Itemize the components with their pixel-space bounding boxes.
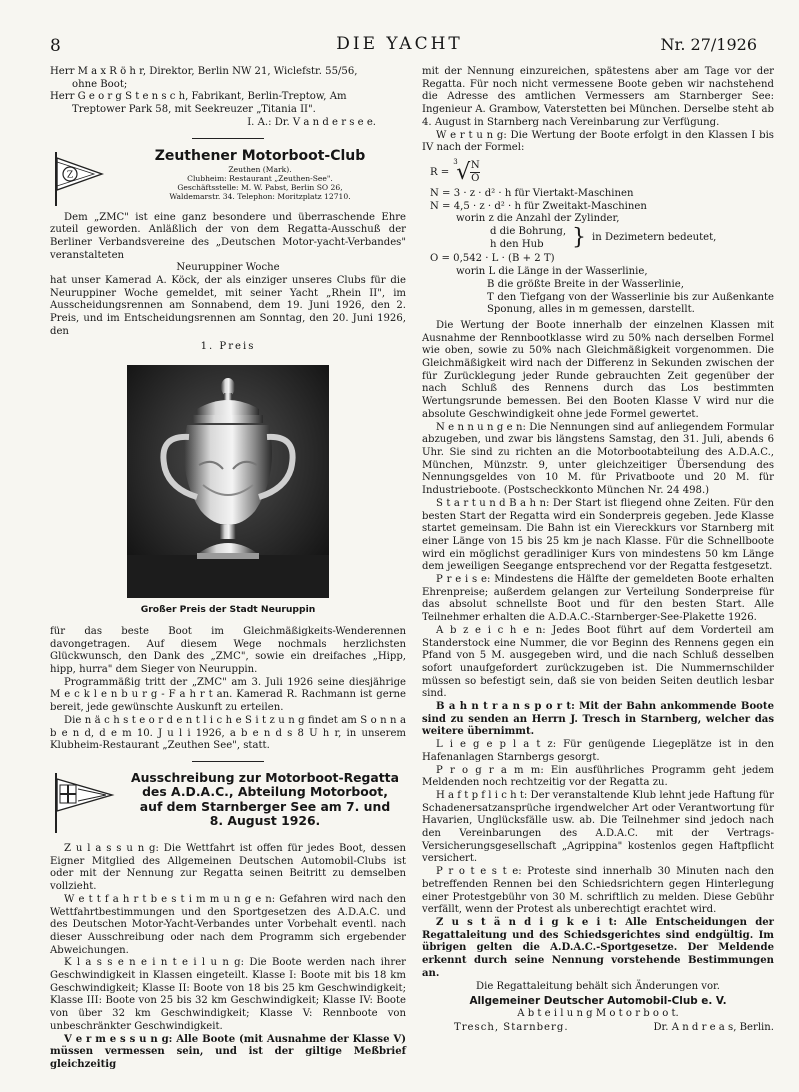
changes-reserved: Die Regattaleitung behält sich Änderungen vor. — [476, 980, 720, 992]
prizes: P r e i s e: Mindestens die Hälfte der gemeldeten Boote erhalten Ehrenpreise; außerdem gelangen zur Verteilung Sonderpreise für das absolut schnellste Boot und für den besten Start. Alle Teilnehmer erhalten die A.D.A.C.-Starnberger-See-Plakette 1926. — [422, 574, 774, 624]
scoring-details: Die Wertung der Boote innerhalb der einzelnen Klassen mit Ausnahme der Rennbootklasse wird zu 50% nach derselben Formel wie oben, sowie zu 50% nach Gleichmäßigkeit vorgenommen. Die Gleichmäßigkeit wird nach der Differenz in Sekunden zwischen der für Zurücklegung jeder Runde gebrauchten Zeit gegenüber der nach Schluß des Rennens durch das Los bestimmten Wertungsrunde bemessen. Bei den Booten Klasse V wird nur die absolute Geschwindigkeit ohne jede Formel gewertet. — [422, 319, 774, 420]
rail-transport: B a h n t r a n s p o r t: Mit der Bahn ankommende Boote sind zu senden an Herrn J. Tresch in Starnberg, welcher das weitere übernimmt. — [422, 701, 774, 738]
intro-line-2: ohne Boot; — [72, 78, 128, 90]
right-column — [422, 66, 774, 1034]
formula-o: O = 0,542 · L · (B + 2 T) — [430, 253, 555, 265]
formula-l1: worin L die Länge in der Wasserlinie, — [456, 266, 648, 278]
mooring: L i e g e p l a t z: Für genügende Liegeplätze ist in den Hafenanlagen Starnbergs gesorgt. — [422, 739, 774, 763]
measurement-continued: mit der Nennung einzureichen, spätestens aber am Tage vor der Regatta. Für noch nicht vermessene Boote geben wir nachstehend die Adresse des amtlichen Vermessers am Starnberger See: Ingenieur A. Grambow, Vaterstetten bei München. Derselbe steht ab 4. August in Starnberg nach Vereinbarung zur Verfügung. — [422, 66, 774, 128]
club-paragraph-1: Dem „ZMC" ist eine ganz besondere und überraschende Ehre zuteil geworden. Anläßlich der von dem Regatta-Ausschuß der Berliner Verbandsvereine des „Deutschen Motor-yacht-Verbandes" veranstalteten — [50, 211, 406, 261]
adac-club-name: Allgemeiner Deutscher Automobil-Club e. V. — [469, 995, 727, 1008]
club-header — [50, 148, 406, 208]
formula-l3: T den Tiefgang von der Wasserlinie bis zur Außenkante Sponung, alles in m gemessen, darstellt. — [487, 291, 774, 316]
formula-n1: N = 3 · z · d² · h für Viertakt-Maschinen — [430, 187, 634, 199]
entries: N e n n u n g e n: Die Nennungen sind auf anliegendem Formular abzugeben, und zwar bis längstens Samstag, den 31. Juli, abends 6 Uhr. Sie sind zu richten an die Motorbootabteilung des A.D.A.C., München, Münzstr. 9, unter gleichzeitiger Übersendung des Nennungsgeldes von 10 M. für Privatboote und 20 M. für Industrieboote. (Postscheckkonto München Nr. 24 498.) — [422, 421, 774, 497]
announcement-title-line: auf dem Starnberger See am 7. und — [139, 798, 391, 814]
paragraph-5: Die n ä c h s t e o r d e n t l i c h e S i t z u n g findet am S o n n a b e n d, d e m 10. J u l i 1926, a b e n d s 8 U h r, in unserem Klubheim-Restaurant „Zeuthen See", statt. — [50, 714, 406, 752]
announcement-title-line: Ausschreibung zur Motorboot-Regatta — [131, 769, 399, 785]
divider — [192, 138, 264, 139]
signature-right: Dr. A n d r e a s, Berlin. — [653, 1021, 774, 1033]
jurisdiction: Z u s t ä n d i g k e i t: Alle Entscheidungen der Regattaleitung und des Schiedsgerichtes sind endgültig. Im übrigen gelten die A.D.A.C.-Sportgesetze. Der Meldende erkennt durch seine Nennung vorstehende Bestimmungen an. — [422, 917, 774, 979]
announcement-title-line: 8. August 1926. — [209, 813, 321, 829]
club-office: Geschäftsstelle: M. W. Pabst, Berlin SO 26, — [177, 183, 343, 193]
brace-icon: } — [572, 225, 587, 251]
paragraph-3: für das beste Boot im Gleichmäßigkeits-Wenderennen davongetragen. Auf diesem Wege nochmals herzlichsten Glückwunsch, den Dank des „ZMC", sowie ein dreifaches „Hipp, hipp, hurra" dem Sieger von Neuruppin. — [50, 625, 406, 676]
divider — [192, 761, 264, 762]
intro-line-3: Herr G e o r g S t e n s c h, Fabrikant, Berlin-Treptow, Am — [50, 91, 347, 103]
intro-signature: I. A.: Dr. V a n d e r s e e. — [247, 116, 376, 128]
left-column — [50, 66, 406, 1072]
club-address: Waldemarstr. 34. Telephon: Moritzplatz 12710. — [169, 192, 351, 202]
photo-caption: Großer Preis der Stadt Neuruppin — [140, 604, 316, 616]
club-pennant-icon — [50, 148, 104, 208]
trophy-photo — [127, 365, 329, 598]
club-center-text-1: Neuruppiner Woche — [176, 262, 280, 274]
announcement-admission: Z u l a s s u n g: Die Wettfahrt ist offen für jedes Boot, dessen Eigner Mitglied des Allgemeinen Deutschen Automobil-Clubs ist oder mit der Nennung zur Regatta seinen Beitritt zu demselben vollzieht. — [50, 842, 406, 893]
announcement-title-line: des A.D.A.C., Abteilung Motorboot, — [142, 784, 388, 800]
paragraph-4: Programmäßig tritt der „ZMC" am 3. Juli 1926 seine diesjährige M e c k l e n b u r g - F a h r t an. Kamerad R. Rachmann ist gerne bereit, jede gewünschte Auskunft zu erteilen. — [50, 676, 406, 714]
signature-left: Tresch, Starnberg. — [454, 1021, 569, 1033]
scoring-intro: W e r t u n g: Die Wertung der Boote erfolgt in den Klassen I bis IV nach der Formel: — [422, 129, 774, 154]
announcement-classes: K l a s s e n e i n t e i l u n g: Die Boote werden nach ihrer Geschwindigkeit in Klassen eingeteilt. Klasse I: Boote mit bis 18 km Geschwindigkeit; Klasse II: Boote von 18 bis 25 km Geschwindigkeit; Klasse III: Boote von 25 bis 32 km Geschwindigkeit; Klasse IV: Boote von über 32 km Geschwindigkeit; Klasse V: Rennboote von unbeschränkter Geschwindigkeit. — [50, 957, 406, 1032]
formula-where-2: d die Bohrung, — [490, 226, 567, 238]
root-sign-icon: √ — [456, 159, 471, 185]
formula-denominator: O — [471, 173, 480, 185]
club-place: Zeuthen (Mark). — [228, 165, 292, 175]
formula-where-1: worin z die Anzahl der Zylinder, — [456, 213, 620, 225]
intro-line-1: Herr M a x R ö h r, Direktor, Berlin NW 21, Wiclefstr. 55/56, — [50, 66, 358, 77]
signatures — [422, 1022, 774, 1035]
club-paragraph-2: hat unser Kamerad A. Köck, der als einziger unseres Clubs für die Neuruppiner Woche gemeldet, mit seiner Yacht „Rhein II", im Ausscheidungsrennen am Sonnabend, dem 19. Juni 1926, den 2. Preis, und im Entscheidungsrennen am Sonntag, den 20. Juni 1926, den — [50, 275, 406, 337]
announcement-measurement: V e r m e s s u n g: Alle Boote (mit Ausnahme der Klasse V) müssen vermessen sein, und ist der giltige Meßbrief gleichzeitig — [50, 1033, 406, 1070]
formula-l2: B die größte Breite in der Wasserlinie, — [487, 278, 684, 290]
svg-text:Z: Z — [66, 170, 74, 181]
protests: P r o t e s t e: Proteste sind innerhalb 30 Minuten nach den betreffenden Rennen bei den Schiedsrichtern gegen Hinterlegung einer Protestgebühr von 30 M. schriftlich zu melden. Diese Gebühr verfällt, wenn der Protest als unberechtigt erachtet wird. — [422, 866, 774, 916]
page-number: 8 — [50, 36, 61, 56]
issue-number: Nr. 27/1926 — [660, 35, 757, 54]
formula-where-group — [430, 226, 774, 251]
formula-where-3: h den Hub — [490, 238, 544, 250]
formula-r: R = — [430, 166, 450, 178]
formula-numerator: N — [470, 160, 480, 172]
start-and-course: S t a r t u n d B a h n: Der Start ist fliegend ohne Zeiten. Für den besten Start der Regatta wird ein Sonderpreis gegeben. Jede Klasse startet gemeinsam. Die Bahn ist ein Viereckkurs vor Starnberg mit einer Länge von 15 bis 25 km je nach Klasse. Für die Schnellboote wird ein möglichst geradliniger Kurs von mindestens 50 km Länge dem jeweiligen Seegange entsprechend vor der Regatta festgesetzt. — [422, 497, 774, 573]
formula-r-row — [430, 158, 774, 188]
magazine-title: DIE YACHT — [336, 34, 463, 54]
club-center-text-2: 1. Preis — [200, 340, 256, 352]
programme: P r o g r a m m: Ein ausführliches Programm geht jedem Meldenden noch rechtzeitig vor der Regatta zu. — [422, 764, 774, 789]
formula-n2: N = 4,5 · z · d² · h für Zweitakt-Maschinen — [430, 200, 647, 212]
intro-line-4: Treptower Park 58, mit Seekreuzer „Titania II". — [72, 104, 316, 116]
announcement-rules: W e t t f a h r t b e s t i m m u n g e n: Gefahren wird nach den Wettfahrtbestimmungen und den Sportgesetzen des A.D.A.C. und des Deutschen Motor-Yacht-Verbandes unter Vorbehalt eventl. nach dieser Ausschreibung oder nach dem Programm sich ergebender Abweichungen. — [50, 893, 406, 956]
announcement-header — [50, 771, 406, 835]
scoring-formula — [430, 158, 774, 317]
badges: A b z e i c h e n: Jedes Boot führt auf dem Vorderteil am Standerstock eine Nummer, die vor Beginn des Rennens gegen ein Pfand von 5 M. ausgegeben wird, und die nach Schluß desselben sofort unaufgefordert zurückzugeben ist. Die Nummernschilder müssen so befestigt sein, daß sie von beiden Seiten deutlich lesbar sind. — [422, 624, 774, 700]
club-home: Clubheim: Restaurant „Zeuthen-See". — [187, 174, 333, 184]
formula-where-side: in Dezimetern bedeutet, — [592, 232, 717, 244]
announcement-title — [124, 771, 406, 835]
club-title: Zeuthener Motorboot-Club — [154, 147, 366, 164]
adac-department: A b t e i l u n g M o t o r b o o t. — [517, 1007, 679, 1019]
formula-root-index: 3 — [453, 157, 458, 166]
adac-pennant-icon — [50, 771, 116, 835]
liability: H a f t p f l i c h t: Der veranstaltende Klub lehnt jede Haftung für Schadenersatzansprüche irgendwelcher Art oder Verantwortung für Havarien, Unglücksfälle usw. ab. Die Teilnehmer sind jedoch nach den Vereinbarungen des A.D.A.C. mit der Vertrags-Versicherungsgesellschaft „Agrippina" kostenlos gegen Haftpflicht versichert. — [422, 789, 774, 865]
